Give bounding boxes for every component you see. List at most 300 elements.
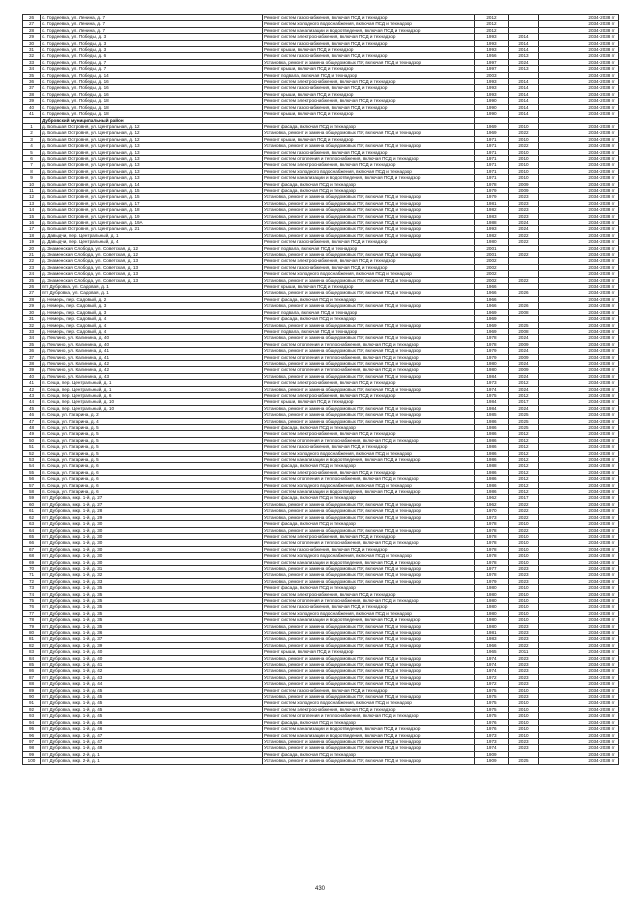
cell-y1: 1986 xyxy=(475,482,509,488)
cell-per: 2034-2038 гг xyxy=(539,553,619,559)
cell-addr: д. Знаменская Слобода, ул. Советская, д. 13 xyxy=(41,258,263,264)
cell-per: 2034-2038 гг xyxy=(539,636,619,642)
cell-work: Установка, ремонт и замена общедомовых ПУ, включая ПСД и технадзор xyxy=(263,668,475,674)
cell-num: 32 xyxy=(23,322,41,328)
cell-y1: 1978 xyxy=(475,521,509,527)
cell-per: 2034-2038 гг xyxy=(539,713,619,719)
cell-y2: 2008 xyxy=(509,328,539,334)
cell-addr: д. Большая Островня, ул. Центральная, д. 13 xyxy=(41,149,263,155)
cell-y2: 2024 xyxy=(509,59,539,65)
cell-per: 2034-2038 гг xyxy=(539,316,619,322)
cell-addr: пгт Дубровка, мкр. 2-й, д. 1 xyxy=(41,758,263,764)
cell-work: Ремонт систем электроснабжения, включая ПСД и технадзор xyxy=(263,706,475,712)
cell-num: 41 xyxy=(23,111,41,117)
cell-per: 2034-2038 гг xyxy=(539,130,619,136)
cell-per: 2034-2038 гг xyxy=(539,47,619,53)
cell-num: 26 xyxy=(23,15,41,21)
cell-num: 100 xyxy=(23,758,41,764)
cell-y2: 2025 xyxy=(509,425,539,431)
cell-work: Ремонт систем газоснабжения, включая ПСД и технадзор xyxy=(263,546,475,552)
cell-addr: пгт Дубровка, мкр. 1-й, д. 30 xyxy=(41,546,263,552)
cell-work: Установка, ремонт и замена общедомовых ПУ, включая ПСД и технадзор xyxy=(263,130,475,136)
cell-y2: 2022 xyxy=(509,508,539,514)
cell-y1: 1973 xyxy=(475,732,509,738)
cell-work: Ремонт систем отопления и теплоснабжения, включая ПСД и технадзор xyxy=(263,367,475,373)
cell-num: 25 xyxy=(23,277,41,283)
cell-per: 2034-2038 гг xyxy=(539,175,619,181)
cell-addr: д. Большая Островня, ул. Центральная, д. 13 xyxy=(41,143,263,149)
cell-num: 28 xyxy=(23,296,41,302)
cell-y2: 2009 xyxy=(509,341,539,347)
cell-num: 91 xyxy=(23,700,41,706)
cell-addr: с. Гордеевка, ул. Победы, д. 3 xyxy=(41,47,263,53)
cell-work: Установка, ремонт и замена общедомовых ПУ, включая ПСД и технадзор xyxy=(263,194,475,200)
cell-work: Установка, ремонт и замена общедомовых ПУ, включая ПСД и технадзор xyxy=(263,662,475,668)
cell-addr: пгт Дубровка, мкр. 1-й, д. 45 xyxy=(41,687,263,693)
cell-y1: 1979 xyxy=(475,578,509,584)
cell-num: 15 xyxy=(23,213,41,219)
cell-num: 36 xyxy=(23,79,41,85)
cell-y1: 1978 xyxy=(475,533,509,539)
cell-y2: 2010 xyxy=(509,533,539,539)
cell-addr: д. Большая Островня, ул. Центральная, д. 19А xyxy=(41,220,263,226)
cell-work: Установка, ремонт и замена общедомовых ПУ, включая ПСД и технадзор xyxy=(263,681,475,687)
cell-addr: с. Гордеевка, ул. Победы, д. 18 xyxy=(41,111,263,117)
cell-work: Установка, ремонт и замена общедомовых ПУ, включая ПСД и технадзор xyxy=(263,642,475,648)
cell-work: Ремонт систем холодного водоснабжения, включая ПСД и технадзор xyxy=(263,450,475,456)
cell-y2: 2023 xyxy=(509,668,539,674)
cell-num: 1 xyxy=(23,123,41,129)
cell-work: Ремонт систем отопления и теплоснабжения, включая ПСД и технадзор xyxy=(263,540,475,546)
cell-per: 2034-2038 гг xyxy=(539,386,619,392)
cell-y1: 1986 xyxy=(475,437,509,443)
cell-num: 39 xyxy=(23,367,41,373)
cell-y2: 2022 xyxy=(509,527,539,533)
cell-num: 95 xyxy=(23,726,41,732)
cell-y2: 2024 xyxy=(509,335,539,341)
cell-y2: 2012 xyxy=(509,444,539,450)
cell-addr: с. Гордеевка, ул. Победы, д. 14 xyxy=(41,72,263,78)
cell-per: 2034-2038 гг xyxy=(539,296,619,302)
cell-work: Ремонт фасада, включая ПСД и технадзор xyxy=(263,425,475,431)
cell-y1: 1980 xyxy=(475,604,509,610)
cell-y1: 1979 xyxy=(475,194,509,200)
cell-work: Ремонт систем канализации и водоотведения, включая ПСД и технадзор xyxy=(263,457,475,463)
cell-per: 2034-2038 гг xyxy=(539,565,619,571)
cell-work: Установка, ремонт и замена общедомовых ПУ, включая ПСД и технадзор xyxy=(263,405,475,411)
cell-y1: 2012 xyxy=(475,15,509,21)
cell-work: Ремонт систем холодного водоснабжения, включая ПСД и технадзор xyxy=(263,700,475,706)
cell-work: Ремонт систем отопления и теплоснабжения, включая ПСД и технадзор xyxy=(263,341,475,347)
cell-y1: 2001 xyxy=(475,245,509,251)
cell-work: Установка, ремонт и замена общедомовых ПУ, включая ПСД и технадзор xyxy=(263,252,475,258)
cell-y2: 2012 xyxy=(509,457,539,463)
cell-num: 40 xyxy=(23,373,41,379)
cell-addr: пгт Дубровка, мкр. 1-й, д. 30 xyxy=(41,521,263,527)
cell-addr: п. Сеща, ул. Гагарина, д. 5 xyxy=(41,457,263,463)
cell-y1: 1993 xyxy=(475,226,509,232)
cell-num: 77 xyxy=(23,610,41,616)
cell-addr: пгт Дубровка, мкр. 1-й, д. 41 xyxy=(41,662,263,668)
cell-y2: 2009 xyxy=(509,187,539,193)
cell-per: 2034-2038 гг xyxy=(539,726,619,732)
cell-y1: 1986 xyxy=(475,489,509,495)
cell-num: 43 xyxy=(23,392,41,398)
cell-y1: 1974 xyxy=(475,745,509,751)
cell-y2: 2014 xyxy=(509,40,539,46)
cell-y1: 1976 xyxy=(475,726,509,732)
cell-addr: д. Пеклино, ул. Калинина, д. 42 xyxy=(41,367,263,373)
cell-addr: д. Пеклино, ул. Калинина, д. 41 xyxy=(41,354,263,360)
cell-per: 2034-2038 гг xyxy=(539,245,619,251)
cell-y1: 1966 xyxy=(475,284,509,290)
cell-y1: 1965 xyxy=(475,649,509,655)
cell-addr: пгт Дубровка, мкр. 1-й, д. 35 xyxy=(41,591,263,597)
cell-y1: 1993 xyxy=(475,91,509,97)
cell-addr: д. Пеклино, ул. Калинина, д. 42 xyxy=(41,360,263,366)
cell-work: Установка, ремонт и замена общедомовых ПУ, включая ПСД и технадзор xyxy=(263,501,475,507)
cell-y1: 1981 xyxy=(475,200,509,206)
cell-per: 2034-2038 гг xyxy=(539,91,619,97)
cell-y1: 2002 xyxy=(475,264,509,270)
cell-addr: д. Большая Островня, ул. Центральная, д. 12 xyxy=(41,123,263,129)
cell-work: Ремонт систем электроснабжения, включая ПСД и технадзор xyxy=(263,591,475,597)
cell-y1: 2002 xyxy=(475,277,509,283)
cell-addr: пгт Дубровка, мкр. 1-й, д. 46 xyxy=(41,726,263,732)
cell-addr: с. Гордеевка, ул. Победы, д. 18 xyxy=(41,98,263,104)
cell-work: Ремонт систем канализации и водоотведения, включая ПСД и технадзор xyxy=(263,27,475,33)
cell-num: 64 xyxy=(23,527,41,533)
cell-per: 2034-2038 гг xyxy=(539,463,619,469)
cell-addr: пгт Дубровка, мкр. 1-й, д. 45 xyxy=(41,694,263,700)
cell-per: 2034-2038 гг xyxy=(539,303,619,309)
cell-addr: пгт Дубровка, мкр. 1-й, д. 46 xyxy=(41,719,263,725)
cell-work: Установка, ремонт и замена общедомовых ПУ, включая ПСД и технадзор xyxy=(263,213,475,219)
cell-y1: 1993 xyxy=(475,34,509,40)
cell-num: 39 xyxy=(23,98,41,104)
cell-addr: д. Давыдчи, пер. Центральный, д. 4 xyxy=(41,239,263,245)
cell-work: Ремонт систем электроснабжения, включая ПСД и технадзор xyxy=(263,533,475,539)
cell-addr: пгт Дубровка, мкр. 1-й, д. 29 xyxy=(41,514,263,520)
cell-addr: п. Сеща, ул. Гагарина, д. 4 xyxy=(41,418,263,424)
cell-work: Ремонт фасада, включая ПСД и технадзор xyxy=(263,521,475,527)
cell-num: 59 xyxy=(23,495,41,501)
cell-per: 2034-2038 гг xyxy=(539,123,619,129)
cell-num: 42 xyxy=(23,386,41,392)
cell-y1: 2003 xyxy=(475,72,509,78)
cell-work: Ремонт систем газоснабжения, включая ПСД и технадзор xyxy=(263,264,475,270)
cell-addr: пгт Дубровка, мкр. 1-й, д. 30 xyxy=(41,527,263,533)
cell-y1: 1978 xyxy=(475,527,509,533)
cell-num: 57 xyxy=(23,482,41,488)
cell-per: 2034-2038 гг xyxy=(539,540,619,546)
cell-y1: 1975 xyxy=(475,392,509,398)
cell-y2: 2024 xyxy=(509,226,539,232)
cell-addr: д. Немерь, пер. Садовый, д. 3 xyxy=(41,303,263,309)
cell-per: 2034-2038 гг xyxy=(539,252,619,258)
cell-addr: пгт Дубровка, мкр. 1-й, д. 28 xyxy=(41,508,263,514)
cell-y1: 1909 xyxy=(475,751,509,757)
cell-work: Ремонт подвала, включая ПСД и технадзор xyxy=(263,245,475,251)
cell-work: Ремонт систем холодного водоснабжения, включая ПСД и технадзор xyxy=(263,271,475,277)
cell-y2: 2024 xyxy=(509,348,539,354)
cell-addr: пгт Дубровка, мкр. 1-й, д. 35 xyxy=(41,597,263,603)
table-body xyxy=(23,15,619,765)
cell-y1: 1978 xyxy=(475,559,509,565)
cell-addr: д. Пеклино, ул. Калинина, д. 41 xyxy=(41,348,263,354)
cell-per: 2034-2038 гг xyxy=(539,40,619,46)
cell-y1: 1988 xyxy=(475,220,509,226)
cell-num: 80 xyxy=(23,630,41,636)
cell-y2: 2010 xyxy=(509,559,539,565)
cell-work: Ремонт фасада, включая ПСД и технадзор xyxy=(263,123,475,129)
cell-num: 61 xyxy=(23,508,41,514)
cell-per: 2034-2038 гг xyxy=(539,220,619,226)
cell-num: 30 xyxy=(23,309,41,315)
cell-num: 96 xyxy=(23,732,41,738)
cell-y1: 1980 xyxy=(475,239,509,245)
cell-per: 2034-2038 гг xyxy=(539,72,619,78)
cell-addr: п. Сеща, пер. Центральный, д. 1 xyxy=(41,386,263,392)
cell-addr: с. Гордеевка, ул. Победы, д. 7 xyxy=(41,59,263,65)
cell-addr: пгт Дубровка, мкр. 1-й, д. 36 xyxy=(41,630,263,636)
cell-y1: 1975 xyxy=(475,706,509,712)
cell-per: 2034-2038 гг xyxy=(539,425,619,431)
cell-addr: д. Большая Островня, ул. Центральная, д. 12 xyxy=(41,136,263,142)
cell-y2: 2010 xyxy=(509,175,539,181)
cell-y2: 2009 xyxy=(509,354,539,360)
cell-per: 2034-2038 гг xyxy=(539,53,619,59)
cell-per: 2034-2038 гг xyxy=(539,700,619,706)
cell-y1: 1986 xyxy=(475,469,509,475)
cell-y2: 2022 xyxy=(509,501,539,507)
cell-work: Установка, ремонт и замена общедомовых ПУ, включая ПСД и технадзор xyxy=(263,694,475,700)
cell-y1: 1980 xyxy=(475,367,509,373)
cell-addr: д. Большая Островня, ул. Центральная, д. 13 xyxy=(41,155,263,161)
cell-y1: 1972 xyxy=(475,681,509,687)
cell-y2: 2012 xyxy=(509,450,539,456)
cell-work: Установка, ремонт и замена общедомовых ПУ, включая ПСД и технадзор xyxy=(263,220,475,226)
cell-per: 2034-2038 гг xyxy=(539,508,619,514)
cell-y2: 2014 xyxy=(509,47,539,53)
cell-per: 2034-2038 гг xyxy=(539,527,619,533)
cell-num: 73 xyxy=(23,585,41,591)
cell-work: Ремонт систем электроснабжения, включая ПСД и технадзор xyxy=(263,469,475,475)
cell-y2: 2022 xyxy=(509,130,539,136)
cell-work: Установка, ремонт и замена общедомовых ПУ, включая ПСД и технадзор xyxy=(263,232,475,238)
cell-addr: п. Сеща, ул. Гагарина, д. 5 xyxy=(41,450,263,456)
cell-per: 2034-2038 гг xyxy=(539,264,619,270)
cell-num: 45 xyxy=(23,405,41,411)
cell-y2: 2012 xyxy=(509,437,539,443)
cell-work: Ремонт систем канализации и водоотведения, включая ПСД и технадзор xyxy=(263,175,475,181)
cell-work: Ремонт подвала, включая ПСД и технадзор xyxy=(263,309,475,315)
cell-work: Установка, ремонт и замена общедомовых ПУ, включая ПСД и технадзор xyxy=(263,335,475,341)
cell-num: 88 xyxy=(23,681,41,687)
cell-y2: 2023 xyxy=(509,194,539,200)
cell-work: Ремонт фасада, включая ПСД и технадзор xyxy=(263,751,475,757)
cell-y1: 1979 xyxy=(475,187,509,193)
cell-y2: 2014 xyxy=(509,98,539,104)
cell-y2: 2012 xyxy=(509,463,539,469)
cell-y2: 2010 xyxy=(509,585,539,591)
cell-work: Ремонт систем электроснабжения, включая ПСД и технадзор xyxy=(263,258,475,264)
cell-y1: 1984 xyxy=(475,399,509,405)
cell-y2: 2023 xyxy=(509,623,539,629)
cell-per: 2034-2038 гг xyxy=(539,533,619,539)
cell-y1: 1975 xyxy=(475,694,509,700)
cell-per: 2034-2038 гг xyxy=(539,469,619,475)
cell-num: 35 xyxy=(23,341,41,347)
cell-num: 21 xyxy=(23,252,41,258)
cell-work: Ремонт систем отопления и теплоснабжения, включая ПСД и технадзор xyxy=(263,597,475,603)
cell-per: 2034-2038 гг xyxy=(539,572,619,578)
repair-program-table xyxy=(22,14,619,765)
cell-num: 62 xyxy=(23,514,41,520)
cell-work: Ремонт систем электроснабжения, включая ПСД и технадзор xyxy=(263,162,475,168)
cell-y1: 1986 xyxy=(475,476,509,482)
cell-addr: пгт Дубровка, мкр. 1-й, д. 30 xyxy=(41,553,263,559)
cell-addr: пгт Дубровка, мкр. 1-й, д. 45 xyxy=(41,713,263,719)
cell-y2: 2010 xyxy=(509,604,539,610)
cell-num: 32 xyxy=(23,53,41,59)
cell-addr: п. Сеща, пер. Центральный, д. 1 xyxy=(41,380,263,386)
cell-addr: пгт Дубровка, мкр. 1-й, д. 43 xyxy=(41,674,263,680)
cell-num: 87 xyxy=(23,674,41,680)
cell-num: 63 xyxy=(23,521,41,527)
cell-per: 2034-2038 гг xyxy=(539,239,619,245)
cell-y1: 1976 xyxy=(475,719,509,725)
cell-num: 99 xyxy=(23,751,41,757)
cell-per: 2034-2038 гг xyxy=(539,194,619,200)
cell-y1: 2002 xyxy=(475,271,509,277)
cell-addr: д. Немерь, пер. Садовый, д. 4 xyxy=(41,328,263,334)
cell-addr: д. Большая Островня, ул. Центральная, д. 15 xyxy=(41,194,263,200)
cell-work: Ремонт подвала, включая ПСД и технадзор xyxy=(263,72,475,78)
cell-addr: пгт Дубровка, мкр. 1-й, д. 35 xyxy=(41,617,263,623)
cell-y2: 2013 xyxy=(509,53,539,59)
cell-num: 7 xyxy=(23,162,41,168)
cell-y2: 2010 xyxy=(509,732,539,738)
cell-per: 2034-2038 гг xyxy=(539,649,619,655)
cell-per: 2034-2038 гг xyxy=(539,136,619,142)
cell-per: 2034-2038 гг xyxy=(539,476,619,482)
cell-per: 2034-2038 гг xyxy=(539,85,619,91)
cell-num: 34 xyxy=(23,66,41,72)
cell-num: 49 xyxy=(23,431,41,437)
cell-addr: д. Знаменская Слобода, ул. Советская, д. 13 xyxy=(41,264,263,270)
cell-work: Ремонт систем канализации и водоотведения, включая ПСД и технадзор xyxy=(263,732,475,738)
cell-addr: пгт Дубровка, мкр. 1-й, д. 39 xyxy=(41,642,263,648)
cell-work: Установка, ремонт и замена общедомовых ПУ, включая ПСД и технадзор xyxy=(263,303,475,309)
cell-num: 46 xyxy=(23,412,41,418)
cell-per: 2034-2038 гг xyxy=(539,559,619,565)
cell-num: 9 xyxy=(23,175,41,181)
cell-per: 2034-2038 гг xyxy=(539,591,619,597)
cell-work: Ремонт систем электроснабжения, включая ПСД и технадзор xyxy=(263,431,475,437)
cell-num: 19 xyxy=(23,239,41,245)
cell-num: 58 xyxy=(23,489,41,495)
cell-per: 2034-2038 гг xyxy=(539,162,619,168)
cell-y1: 1980 xyxy=(475,617,509,623)
cell-per: 2034-2038 гг xyxy=(539,706,619,712)
cell-work: Ремонт систем холодного водоснабжения, включая ПСД и технадзор xyxy=(263,168,475,174)
cell-per: 2034-2038 гг xyxy=(539,738,619,744)
cell-num: 2 xyxy=(23,130,41,136)
cell-num: 53 xyxy=(23,457,41,463)
cell-y2: 2023 xyxy=(509,636,539,642)
cell-addr: п. Сеща, ул. Гагарина, д. 6 xyxy=(41,469,263,475)
cell-addr: пгт Дубровка, мкр. 1-й, д. 42 xyxy=(41,668,263,674)
cell-work: Ремонт систем газоснабжения, включая ПСД и технадзор xyxy=(263,85,475,91)
cell-work: Установка, ремонт и замена общедомовых ПУ, включая ПСД и технадзор xyxy=(263,373,475,379)
cell-num: 79 xyxy=(23,623,41,629)
cell-addr: с. Гордеевка, ул. Ленина, д. 7 xyxy=(41,27,263,33)
cell-y1: 1986 xyxy=(475,444,509,450)
cell-num: 27 xyxy=(23,290,41,296)
cell-work: Ремонт систем газоснабжения, включая ПСД и технадзор xyxy=(263,604,475,610)
cell-addr: п. Сеща, ул. Гагарина, д. 5 xyxy=(41,437,263,443)
cell-num: 29 xyxy=(23,303,41,309)
cell-per: 2034-2038 гг xyxy=(539,341,619,347)
cell-addr: пгт Дубровка, мкр. 1-й, д. 30 xyxy=(41,540,263,546)
cell-addr: пгт Дубровка, мкр. 1-й, д. 32 xyxy=(41,572,263,578)
cell-y2: 2025 xyxy=(509,758,539,764)
cell-addr: п. Сеща, пер. Центральный, д. 6 xyxy=(41,392,263,398)
cell-y2: 2017 xyxy=(509,399,539,405)
cell-work: Ремонт систем холодного водоснабжения, включая ПСД и технадзор xyxy=(263,482,475,488)
cell-y1: 1969 xyxy=(475,130,509,136)
cell-num: 94 xyxy=(23,719,41,725)
cell-y2: 2023 xyxy=(509,200,539,206)
cell-work: Ремонт фасада, включая ПСД и технадзор xyxy=(263,719,475,725)
cell-num: 75 xyxy=(23,597,41,603)
cell-work: Ремонт фасада, включая ПСД и технадзор xyxy=(263,181,475,187)
cell-per: 2034-2038 гг xyxy=(539,187,619,193)
cell-y1: 1978 xyxy=(475,181,509,187)
cell-work: Ремонт крыши, включая ПСД и технадзор xyxy=(263,649,475,655)
cell-y1: 1986 xyxy=(475,418,509,424)
cell-y1: 1966 xyxy=(475,296,509,302)
cell-addr: д. Немерь, пер. Садовый, д. 4 xyxy=(41,316,263,322)
cell-addr: д. Знаменская Слобода, ул. Советская, д. 12 xyxy=(41,245,263,251)
cell-addr: пгт Дубровка, мкр. 1-й, д. 47 xyxy=(41,732,263,738)
cell-per: 2034-2038 гг xyxy=(539,758,619,764)
cell-work: Ремонт крыши, включая ПСД и технадзор xyxy=(263,284,475,290)
cell-y2: 2014 xyxy=(509,79,539,85)
cell-per: 2034-2038 гг xyxy=(539,392,619,398)
cell-addr: п. Сеща, ул. Гагарина, д. 6 xyxy=(41,489,263,495)
cell-work: Ремонт систем электроснабжения, включая ПСД и технадзор xyxy=(263,34,475,40)
cell-y1: 1971 xyxy=(475,162,509,168)
cell-num: 72 xyxy=(23,578,41,584)
cell-per: 2034-2038 гг xyxy=(539,373,619,379)
cell-y2: 2012 xyxy=(509,392,539,398)
cell-num: 67 xyxy=(23,546,41,552)
cell-y2: 2024 xyxy=(509,386,539,392)
cell-y2: 2024 xyxy=(509,220,539,226)
cell-work: Ремонт систем газоснабжения, включая ПСД и технадзор xyxy=(263,149,475,155)
cell-y1: 1982 xyxy=(475,232,509,238)
cell-y1: 1969 xyxy=(475,309,509,315)
cell-addr: д. Большая Островня, ул. Центральная, д. 13 xyxy=(41,162,263,168)
cell-y1: 1977 xyxy=(475,565,509,571)
cell-y1: 2002 xyxy=(475,258,509,264)
cell-addr: д. Большая Островня, ул. Центральная, д. 13 xyxy=(41,175,263,181)
cell-work: Установка, ремонт и замена общедомовых ПУ, включая ПСД и технадзор xyxy=(263,200,475,206)
cell-work: Установка, ремонт и замена общедомовых ПУ, включая ПСД и технадзор xyxy=(263,758,475,764)
cell-addr: с. Гордеевка, ул. Победы, д. 18 xyxy=(41,104,263,110)
